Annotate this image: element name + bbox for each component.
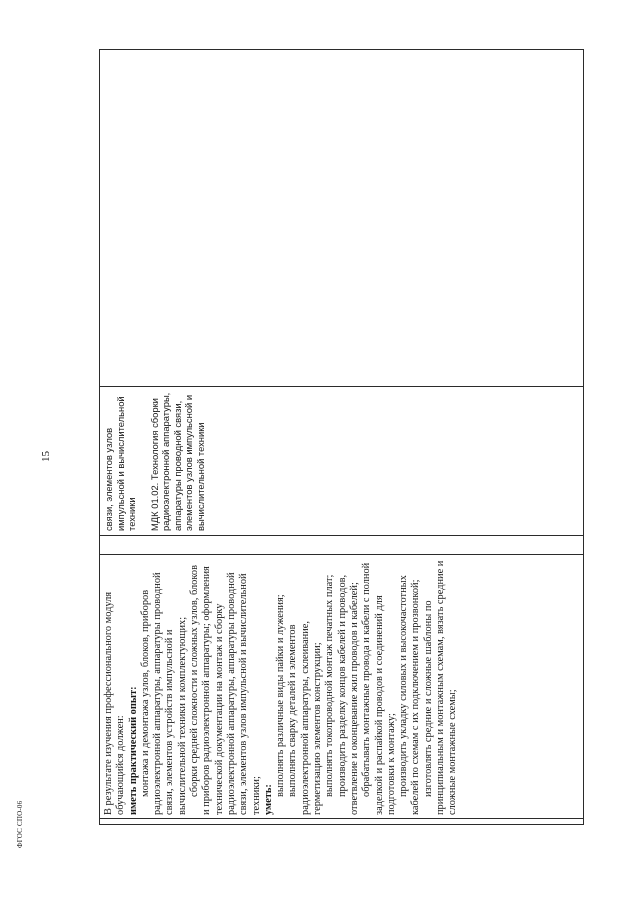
footer-code: ФГОС СПО-06 <box>16 800 24 848</box>
practice-heading: иметь практический опыт: <box>127 686 139 815</box>
table-cell-competencies <box>100 50 584 387</box>
skills-heading: уметь: <box>262 784 274 815</box>
table-cell-hours <box>100 536 584 555</box>
list-item: производить разделку концов кабелей и проводов, ответвление и оконцевание жил проводов и кабелей; <box>336 574 360 815</box>
list-item: монтажа и демонтажа узлов, блоков, приборов радиоэлектронной аппаратуры, аппаратуры проводной связи, элементов устройств импульсной и вычислительной техники и комплектующих; <box>139 572 188 815</box>
mdk-continuation: связи, элементов узлов импульсной и вычислительной техники <box>103 396 137 531</box>
list-item: выполнять различные виды пайки и лужения; <box>275 594 287 797</box>
table-cell-requirements <box>100 555 584 819</box>
list-item: производить укладку силовых и высокочастотных кабелей по схемам с их подключением и прозвонкой; <box>398 575 422 815</box>
page-number: 15 <box>40 451 52 462</box>
table-cell-mdk <box>100 387 584 536</box>
table-cell-code <box>100 819 584 825</box>
competency-table <box>99 55 584 825</box>
mdk-title: МДК 01.02. Технология сборки радиоэлектронной аппаратуры, аппаратуры проводной связи, элементов узлов импульсной и вычислительной техники <box>148 392 206 531</box>
intro-text: В результате изучения профессионального модуля обучающийся должен: <box>103 591 127 815</box>
list-item: обрабатывать монтажные провода и кабели с полной заделкой и распайкой проводов и соединений для подготовки к монтажу; <box>361 562 397 815</box>
list-item: выполнять сварку деталей и элементов радиоэлектронной аппаратуры, склеивание, герметизацию элементов конструкции; <box>287 621 324 815</box>
list-item: сборки средней сложности и сложных узлов, блоков и приборов радиоэлектронной аппаратуры; оформления технической документации на монтаж и сборку радиоэлектронной аппаратуры, аппаратуры проводной связи, элементов узлов импульсной и вычислительной техники; <box>189 565 262 815</box>
list-item: выполнять токопроводной монтаж печатных плат; <box>324 574 336 797</box>
list-item: изготовлять средние и сложные шаблоны по принципиальным и монтажным схемам, вязать средние и сложные монтажные схемы; <box>422 560 459 815</box>
